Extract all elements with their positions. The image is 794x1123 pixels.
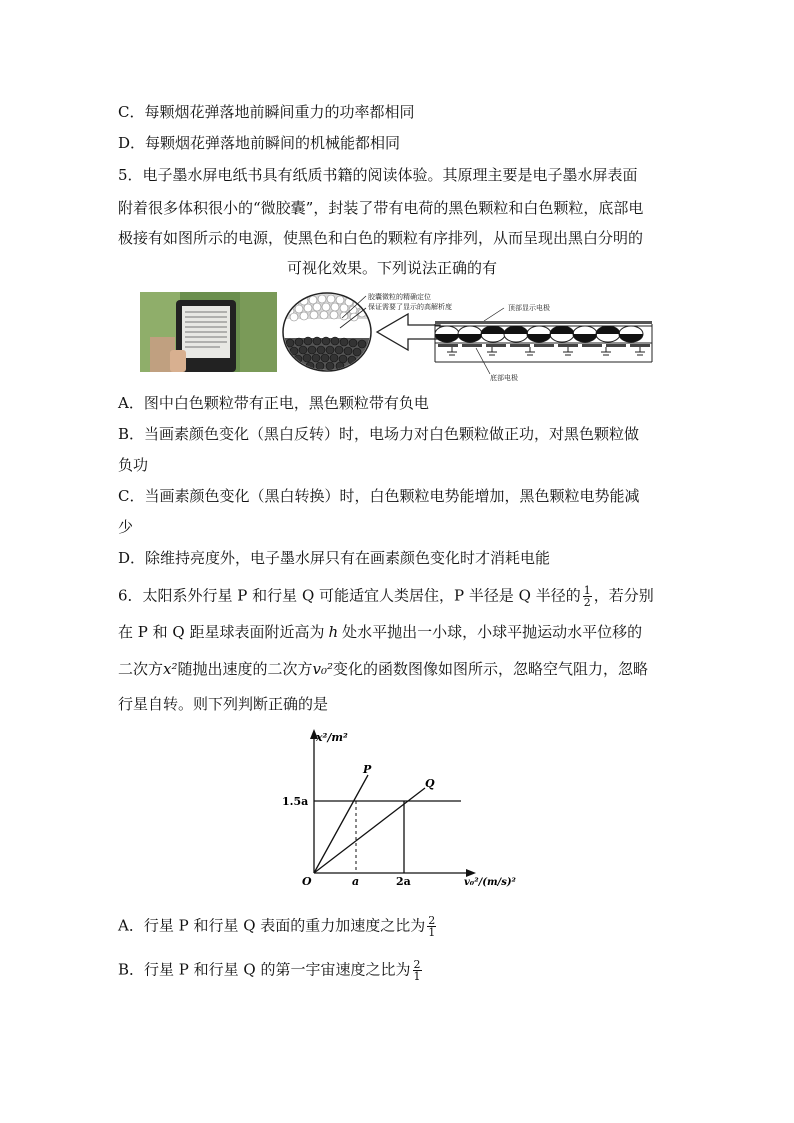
microcapsule	[280, 293, 380, 378]
q5-option-d: D．除维持亮度外，电子墨水屏只有在画素颜色变化时才消耗电能	[118, 549, 551, 567]
line-p	[314, 775, 368, 873]
symbol-v0-squared: v₀²	[312, 660, 334, 678]
label-top-electrode: 顶部显示电极	[508, 304, 550, 312]
q5-option-b-line2: 负功	[118, 456, 149, 474]
q5-option-c-line2: 少	[118, 518, 134, 536]
label-bottom-electrode: 底部电极	[490, 374, 518, 382]
x2-v2-graph	[270, 725, 540, 900]
q6-line2: 在 P 和 Q 距星球表面附近高为 h 处水平抛出一小球，小球平抛运动水平位移的	[118, 623, 643, 641]
q6-line1-tail: ，若分别	[593, 586, 654, 605]
label-p: P	[363, 763, 372, 776]
label-q: Q	[425, 777, 435, 790]
ereader-photo	[140, 292, 277, 372]
q5-option-b-line1: B．当画素颜色变化（黑白反转）时，电场力对白色颗粒做正功，对黑色颗粒做	[118, 425, 640, 443]
x-tick-a: a	[352, 875, 360, 888]
origin-label: O	[302, 875, 312, 888]
left-arrow-icon	[377, 314, 440, 350]
q5-line3: 极接有如图所示的电源，使黑色和白色的颗粒有序排列，从而呈现出黑白分明的	[118, 229, 644, 247]
y-tick-1-5a: 1.5a	[282, 795, 309, 808]
fraction-2-over-1-b: $\frac{2}{1}$	[413, 958, 421, 983]
q5-option-c-line1: C．当画素颜色变化（黑白转换）时，白色颗粒电势能增加，黑色颗粒电势能减	[118, 487, 640, 505]
q6-line1-text: 6．太阳系外行星 P 和行星 Q 可能适宜人类居住，P 半径是 Q 半径的	[118, 586, 581, 605]
x-tick-2a: 2a	[396, 875, 411, 888]
label-resolution: 保证需要了显示的高解析度	[368, 303, 452, 311]
q6-line1	[118, 585, 654, 608]
q5-line2: 附着很多体积很小的“微胶囊”，封装了带有电荷的黑色颗粒和白色颗粒，底部电	[118, 199, 644, 217]
x-axis-label: v₀²/(m/s)²	[464, 877, 516, 888]
q5-line1: 5．电子墨水屏电纸书具有纸质书籍的阅读体验。其原理主要是电子墨水屏表面	[118, 166, 638, 184]
eink-diagram	[280, 288, 670, 388]
fraction-2-over-1-a: $\frac{2}{1}$	[428, 914, 436, 939]
y-axis-label: x²/m²	[316, 731, 348, 744]
symbol-h: h	[328, 623, 339, 641]
symbol-x-squared: x²	[163, 660, 178, 678]
q6-line3: 二次方x²随抛出速度的二次方v₀²变化的函数图像如图所示，忽略空气阻力，忽略	[118, 660, 649, 678]
label-capsule-position: 胶囊微粒的精确定位	[368, 293, 431, 301]
q6-option-b: B．行星 P 和行星 Q 的第一宇宙速度之比为 $\frac{2}{1}$	[118, 958, 421, 983]
q6-line4: 行星自转。则下列判断正确的是	[118, 695, 329, 713]
electrode-panel	[435, 303, 652, 382]
fraction-one-half: $\frac{1}{2}$	[583, 584, 591, 609]
q5-line4: 可视化效果。下列说法正确的有	[287, 259, 498, 277]
option-d-prev: D．每颗烟花弹落地前瞬间的机械能都相同	[118, 134, 401, 152]
option-c-prev: C．每颗烟花弹落地前瞬间重力的功率都相同	[118, 103, 415, 121]
q5-option-a: A．图中白色颗粒带有正电，黑色颗粒带有负电	[118, 394, 429, 412]
q6-option-a: A．行星 P 和行星 Q 表面的重力加速度之比为 $\frac{2}{1}$	[118, 914, 436, 939]
